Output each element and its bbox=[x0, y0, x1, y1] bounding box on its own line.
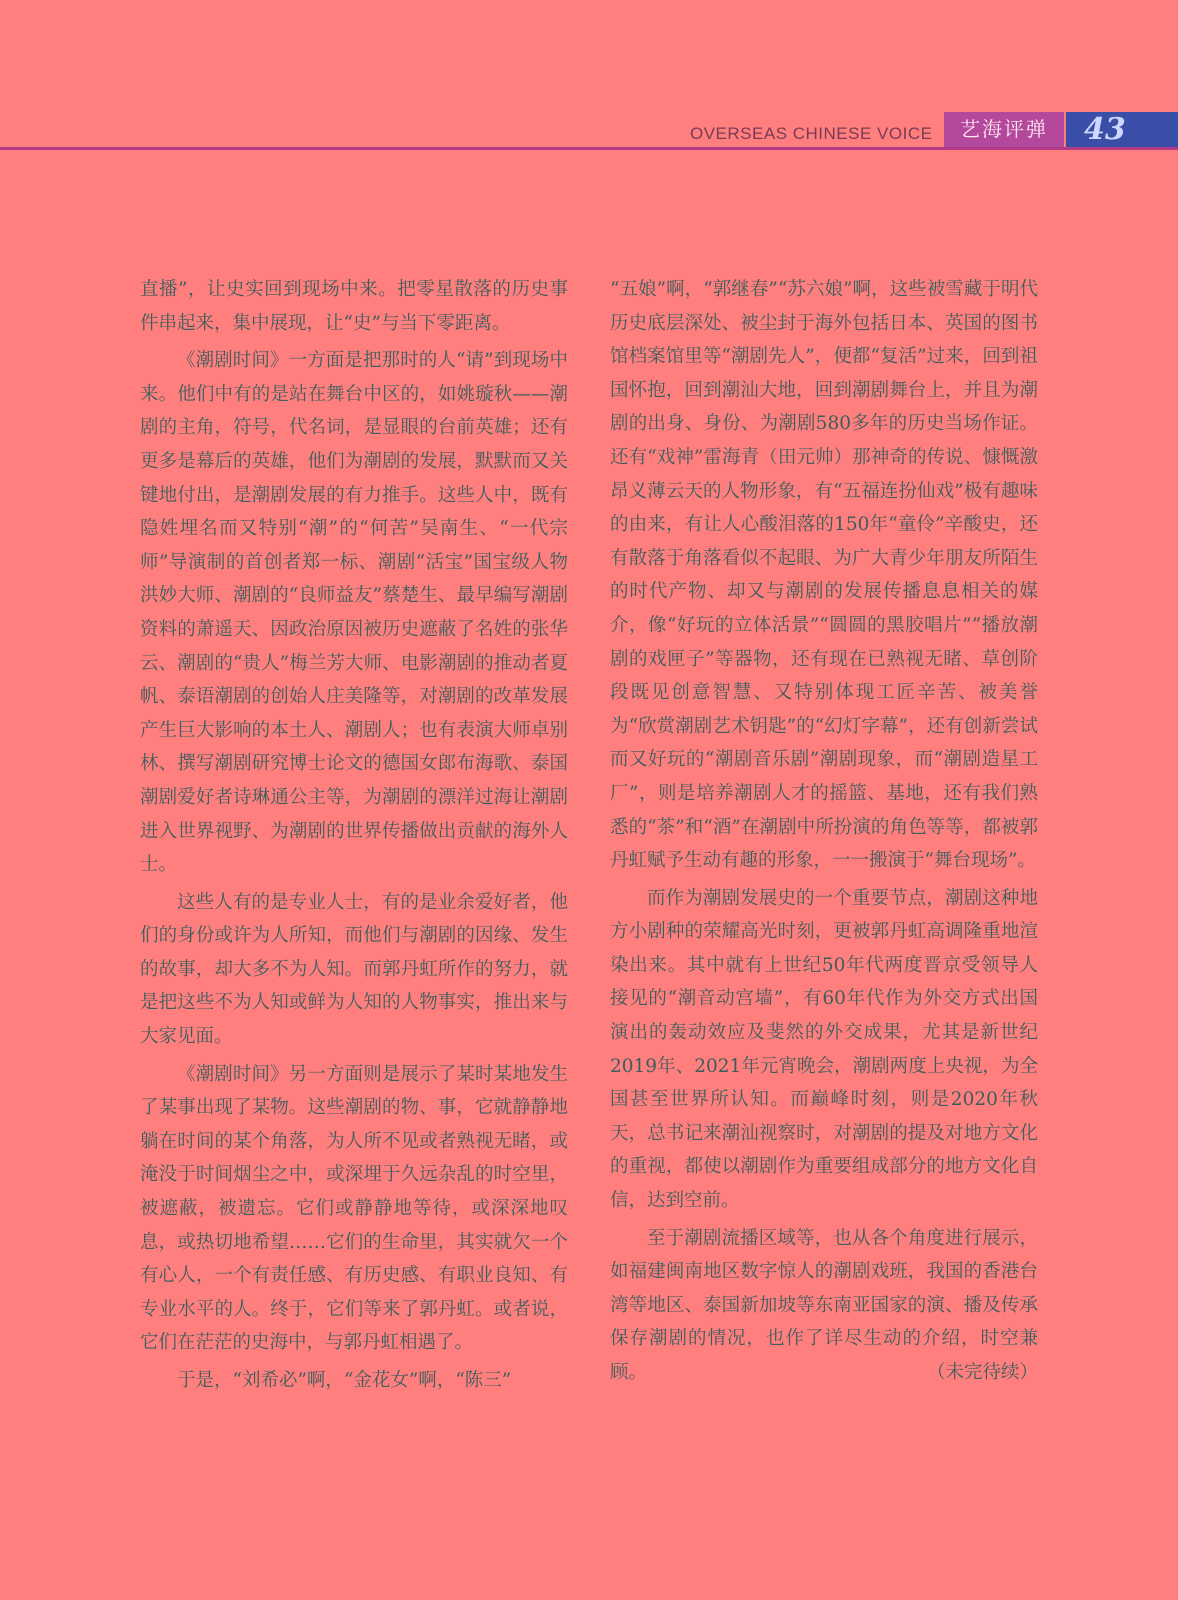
magazine-name-en: OVERSEAS CHINESE VOICE bbox=[690, 124, 933, 143]
paragraph: 直播”，让史实回到现场中来。把零星散落的历史事件串起来，集中展现，让“史”与当下零距离。 bbox=[140, 279, 568, 334]
article-column-right bbox=[610, 273, 1038, 1390]
to-be-continued-note: （未完待续） bbox=[926, 1362, 1038, 1383]
header-divider bbox=[0, 147, 1178, 150]
paragraph: 《潮剧时间》另一方面则是展示了某时某地发生了某事出现了某物。这些潮剧的物、事，它就静静地躺在时间的某个角落，为人所不见或者熟视无睹，或淹没于时间烟尘之中，或深埋于久远杂乱的时空里，被遮蔽，被遗忘。它们或静静地等待，或深深地叹息，或热切地希望……它们的生命里，其实就欠一个有心人，一个有责任感、有历史感、有职业良知、有专业水平的人。终于，它们等来了郭丹虹。或者说，它们在茫茫的史海中，与郭丹虹相遇了。 bbox=[140, 1063, 568, 1354]
article-column-left bbox=[140, 273, 568, 1398]
page-number: 43 bbox=[1066, 112, 1178, 147]
paragraph-text: 至于潮剧流播区域等，也从各个角度进行展示，如福建闽南地区数字惊人的潮剧戏班，我国的香港台湾等地区、泰国新加坡等东南亚国家的演、播及传承保存潮剧的情况，也作了详尽生动的介绍，时空兼顾。 bbox=[610, 1227, 1038, 1383]
paragraph: “五娘”啊，“郭继春”“苏六娘”啊，这些被雪藏于明代历史底层深处、被尘封于海外包括日本、英国的图书馆档案馆里等“潮剧先人”，便都“复活”过来，回到祖国怀抱，回到潮汕大地，回到潮剧舞台上，并且为潮剧的出身、身份、为潮剧580多年的历史当场作证。还有“戏神”雷海青（田元帅）那神奇的传说、慷慨激昂义薄云天的人物形象，有“五福连扮仙戏”极有趣味的由来，有让人心酸泪落的150年“童伶”辛酸史，还有散落于角落看似不起眼、为广大青少年朋友所陌生的时代产物、却又与潮剧的发展传播息息相关的媒介，像“好玩的立体活景”“圆圆的黑胶唱片”“播放潮剧的戏匣子”等器物，还有现在已熟视无睹、草创阶段既见创意智慧、又特别体现工匠辛苦、被美誉为“欣赏潮剧艺术钥匙”的“幻灯字幕”，还有创新尝试而又好玩的“潮剧音乐剧”潮剧现象，而“潮剧造星工厂”，则是培养潮剧人才的摇篮、基地，还有我们熟悉的“茶”和“酒”在潮剧中所扮演的角色等等，都被郭丹虹赋予生动有趣的形象，一一搬演于“舞台现场”。 bbox=[610, 279, 1038, 872]
section-title: 艺海评弹 bbox=[944, 112, 1064, 147]
paragraph: 这些人有的是专业人士，有的是业余爱好者，他们的身份或许为人所知，而他们与潮剧的因缘、发生的故事，却大多不为人知。而郭丹虹所作的努力，就是把这些不为人知或鲜为人知的人物事实，推出来与大家见面。 bbox=[140, 891, 568, 1048]
paragraph: 于是，“刘希必”啊，“金花女”啊，“陈三” bbox=[177, 1370, 512, 1391]
paragraph-last bbox=[610, 1222, 1038, 1390]
paragraph: 而作为潮剧发展史的一个重要节点，潮剧这种地方小剧种的荣耀高光时刻，更被郭丹虹高调隆重地渲染出来。其中就有上世纪50年代两度晋京受领导人接见的“潮音动宫墙”，有60年代作为外交方式出国演出的轰动效应及斐然的外交成果，尤其是新世纪2019年、2021年元宵晚会，潮剧两度上央视，为全国甚至世界所认知。而巅峰时刻，则是2020年秋天，总书记来潮汕视察时，对潮剧的提及对地方文化的重视，都使以潮剧作为重要组成部分的地方文化自信，达到空前。 bbox=[610, 887, 1038, 1212]
paragraph: 《潮剧时间》一方面是把那时的人“请”到现场中来。他们中有的是站在舞台中区的，如姚璇秋——潮剧的主角，符号，代名词，是显眼的台前英雄；还有更多是幕后的英雄，他们为潮剧的发展，默默而又关键地付出，是潮剧发展的有力推手。这些人中，既有隐姓埋名而又特别“潮”的“何苦”吴南生、“一代宗师”导演制的首创者郑一标、潮剧“活宝”国宝级人物洪妙大师、潮剧的“良师益友”蔡楚生、最早编写潮剧资料的萧遥天、因政治原因被历史遮蔽了名姓的张华云、潮剧的“贵人”梅兰芳大师、电影潮剧的推动者夏帆、泰语潮剧的创始人庄美隆等，对潮剧的改革发展产生巨大影响的本土人、潮剧人；也有表演大师卓别林、撰写潮剧研究博士论文的德国女郎布海歌、泰国潮剧爱好者诗琳通公主等，为潮剧的漂洋过海让潮剧进入世界视野、为潮剧的世界传播做出贡献的海外人士。 bbox=[140, 350, 568, 876]
